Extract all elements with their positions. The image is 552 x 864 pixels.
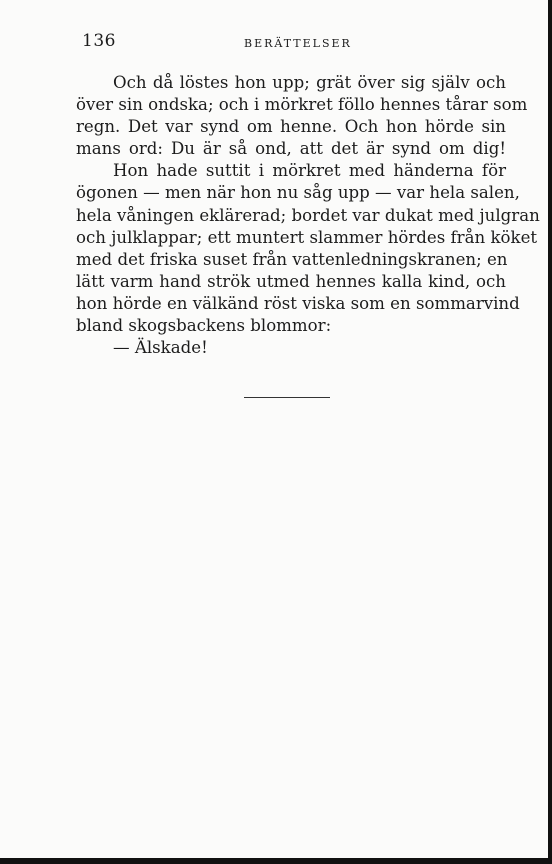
text-line: — Älskade! — [113, 338, 208, 358]
section-divider — [244, 397, 330, 398]
text-line: över sin ondska; och i mörkret föllo hennes tårar som — [76, 95, 528, 115]
text-line: hon hörde en välkänd röst viska som en sommarvind — [76, 293, 520, 313]
text-line: och julklappar; ett muntert slammer hördes från köket — [76, 227, 538, 247]
page-number: 136 — [82, 31, 116, 51]
text-line: mans ord: Du är så ond, att det är synd om dig! — [76, 139, 506, 159]
scan-border-right — [548, 0, 552, 864]
body-text — [76, 72, 540, 359]
running-head: BERÄTTELSER — [244, 37, 352, 50]
scan-border-bottom — [0, 858, 552, 864]
text-line: Och då löstes hon upp; grät över sig själv och — [113, 73, 506, 92]
text-line: ögonen — men när hon nu såg upp — var hela salen, — [76, 183, 520, 203]
text-line: med det friska suset från vattenledningskranen; en — [76, 249, 508, 269]
text-line: bland skogsbackens blommor: — [76, 316, 332, 336]
text-line: lätt varm hand strök utmed hennes kalla kind, och — [76, 271, 506, 291]
text-line: Hon hade suttit i mörkret med händerna för — [113, 161, 506, 181]
text-line: regn. Det var synd om henne. Och hon hörde sin — [76, 117, 506, 137]
text-line: hela våningen eklärerad; bordet var dukat med julgran — [76, 205, 540, 225]
